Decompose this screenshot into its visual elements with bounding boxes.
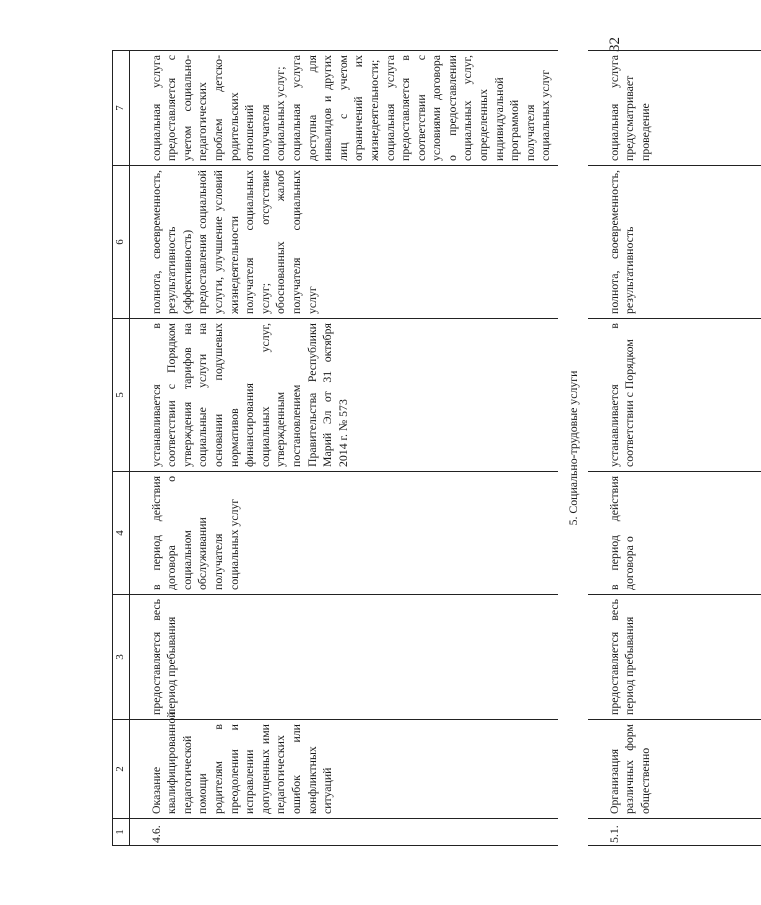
quality-cell: полнота, своевременность, результативность (588, 166, 761, 319)
volume-cell: предоставляется весь период пребывания (588, 595, 761, 720)
tariff-cell: устанавливается в соответствии с Порядком утверждения тарифов на социальные услуги на основании подушевых нормативов финансирования социальных услуг, утвержденным постановлением Правительства Республики Марий Эл от 31 октября 2014 г. № 573 (129, 319, 558, 472)
column-header: 2 (113, 720, 130, 819)
table-row (129, 51, 558, 846)
service-name-cell: Оказание квалифицированной педагогической помощи родителям в преодолении и исправлении допущенных ими педагогических ошибок или конфликтных ситуаций (129, 720, 558, 819)
row-number: 5.1. (588, 819, 761, 846)
table-header-row (113, 51, 130, 846)
term-cell: в период действия договора о социальном обслуживании получателя социальных услуг (129, 472, 558, 595)
volume-cell: предоставляется весь период пребывания (129, 595, 558, 720)
column-header: 5 (113, 319, 130, 472)
section-title: 5. Социально-трудовые услуги (566, 370, 581, 526)
quality-cell: полнота, своевременность, результативность (эффективность) предоставления социальной услуги, улучшение условий жизнедеятельности получателя социальных услуг; отсутствие обоснованных жалоб получателя социальных услуг (129, 166, 558, 319)
column-header: 6 (113, 166, 130, 319)
page-number: 32 (607, 37, 623, 52)
column-header: 3 (113, 595, 130, 720)
conditions-cell: социальная услуга предоставляется с учетом социально-педагогических проблем детско-родительских отношений получателя социальных услуг; социальная услуга доступна для инвалидов и других лиц с учетом ограничений их жизнедеятельности; социальная услуга предоставляется в соответствии с условиями договора о предоставлении социальных услуг, определенных индивидуальной программой получателя социальных услуг (129, 51, 558, 166)
tariff-cell: устанавливается в соответствии с Порядком (588, 319, 761, 472)
conditions-cell: социальная услуга предусматривает проведение (588, 51, 761, 166)
service-name-cell: Организация различных форм общественно (588, 720, 761, 819)
services-table (112, 50, 761, 846)
column-header: 1 (113, 819, 130, 846)
rotated-page-content (112, 51, 652, 846)
row-number: 4.6. (129, 819, 558, 846)
term-cell: в период действия договора о (588, 472, 761, 595)
column-header: 4 (113, 472, 130, 595)
column-header: 7 (113, 51, 130, 166)
section-row (558, 51, 588, 846)
table-row (588, 51, 761, 846)
